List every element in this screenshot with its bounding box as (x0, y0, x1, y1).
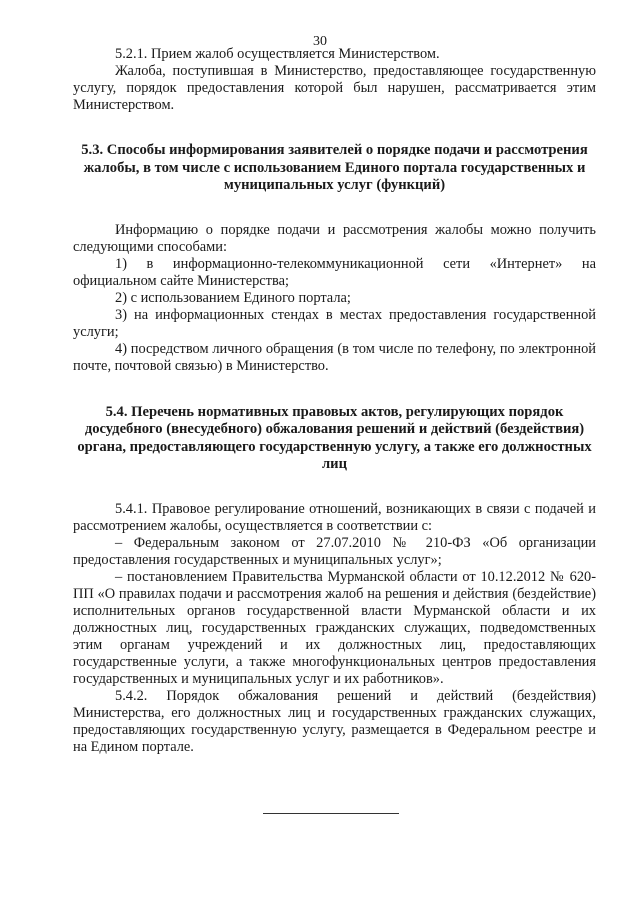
section-5-3-intro: Информацию о порядке подачи и рассмотрения жалобы можно получить следующими способами: (73, 221, 596, 255)
paragraph-complaint-review: Жалоба, поступившая в Министерство, предоставляющее государственную услугу, порядок предоставления которой был нарушен, рассматривается этим Министерством. (73, 63, 596, 113)
section-5-3-item-1: 1) в информационно-телекоммуникационной сети «Интернет» на официальном сайте Министерства; (73, 255, 596, 289)
law-list-item-regional: – постановлением Правительства Мурманской области от 10.12.2012 № 620-ПП «О правилах подачи и рассмотрения жалоб на решения и действия (бездействие) исполнительных органов государственной власти Мурманской области и их должностных лиц, государственных гражданских служащих, подведомственных этим органам учреждений и их должностных лиц, предоставляющих государственные услуги, а также многофункциональных центров предоставления государственных и муниципальных услуг и их работников». (73, 568, 596, 687)
section-5-3-item-4: 4) посредством личного обращения (в том числе по телефону, по электронной почте, почтовой связью) в Министерство. (73, 340, 596, 374)
section-5-3-item-2: 2) с использованием Единого портала; (115, 289, 351, 306)
paragraph-5-4-2: 5.4.2. Порядок обжалования решений и действий (бездействия) Министерства, его должностных лиц и государственных гражданских служащих, предоставляющих государственную услугу, размещается в Федеральном реестре и на Едином портале. (73, 687, 596, 755)
law-list-item-federal: – Федеральным законом от 27.07.2010 № 210-ФЗ «Об организации предоставления государственных и муниципальных услуг»; (73, 534, 596, 568)
footer-separator-line (263, 813, 399, 814)
paragraph-5-4-1: 5.4.1. Правовое регулирование отношений, возникающих в связи с подачей и рассмотрением жалобы, осуществляется в соответствии с: (73, 500, 596, 534)
document-body (73, 46, 596, 756)
section-5-3-item-3: 3) на информационных стендах в местах предоставления государственной услуги; (73, 306, 596, 340)
page-number: 30 (313, 34, 327, 49)
section-5-3-heading: 5.3. Способы информирования заявителей о порядке подачи и рассмотрения жалобы, в том числе с использованием Единого портала государственных и муниципальных услуг (функций) (81, 142, 588, 193)
section-5-4-heading: 5.4. Перечень нормативных правовых актов, регулирующих порядок досудебного (внесудебного) обжалования решений и действий (бездействия) органа, предоставляющего государственную услугу, а также его должностных лиц (77, 403, 592, 472)
paragraph-5-2-1: 5.2.1. Прием жалоб осуществляется Министерством. (115, 46, 440, 62)
